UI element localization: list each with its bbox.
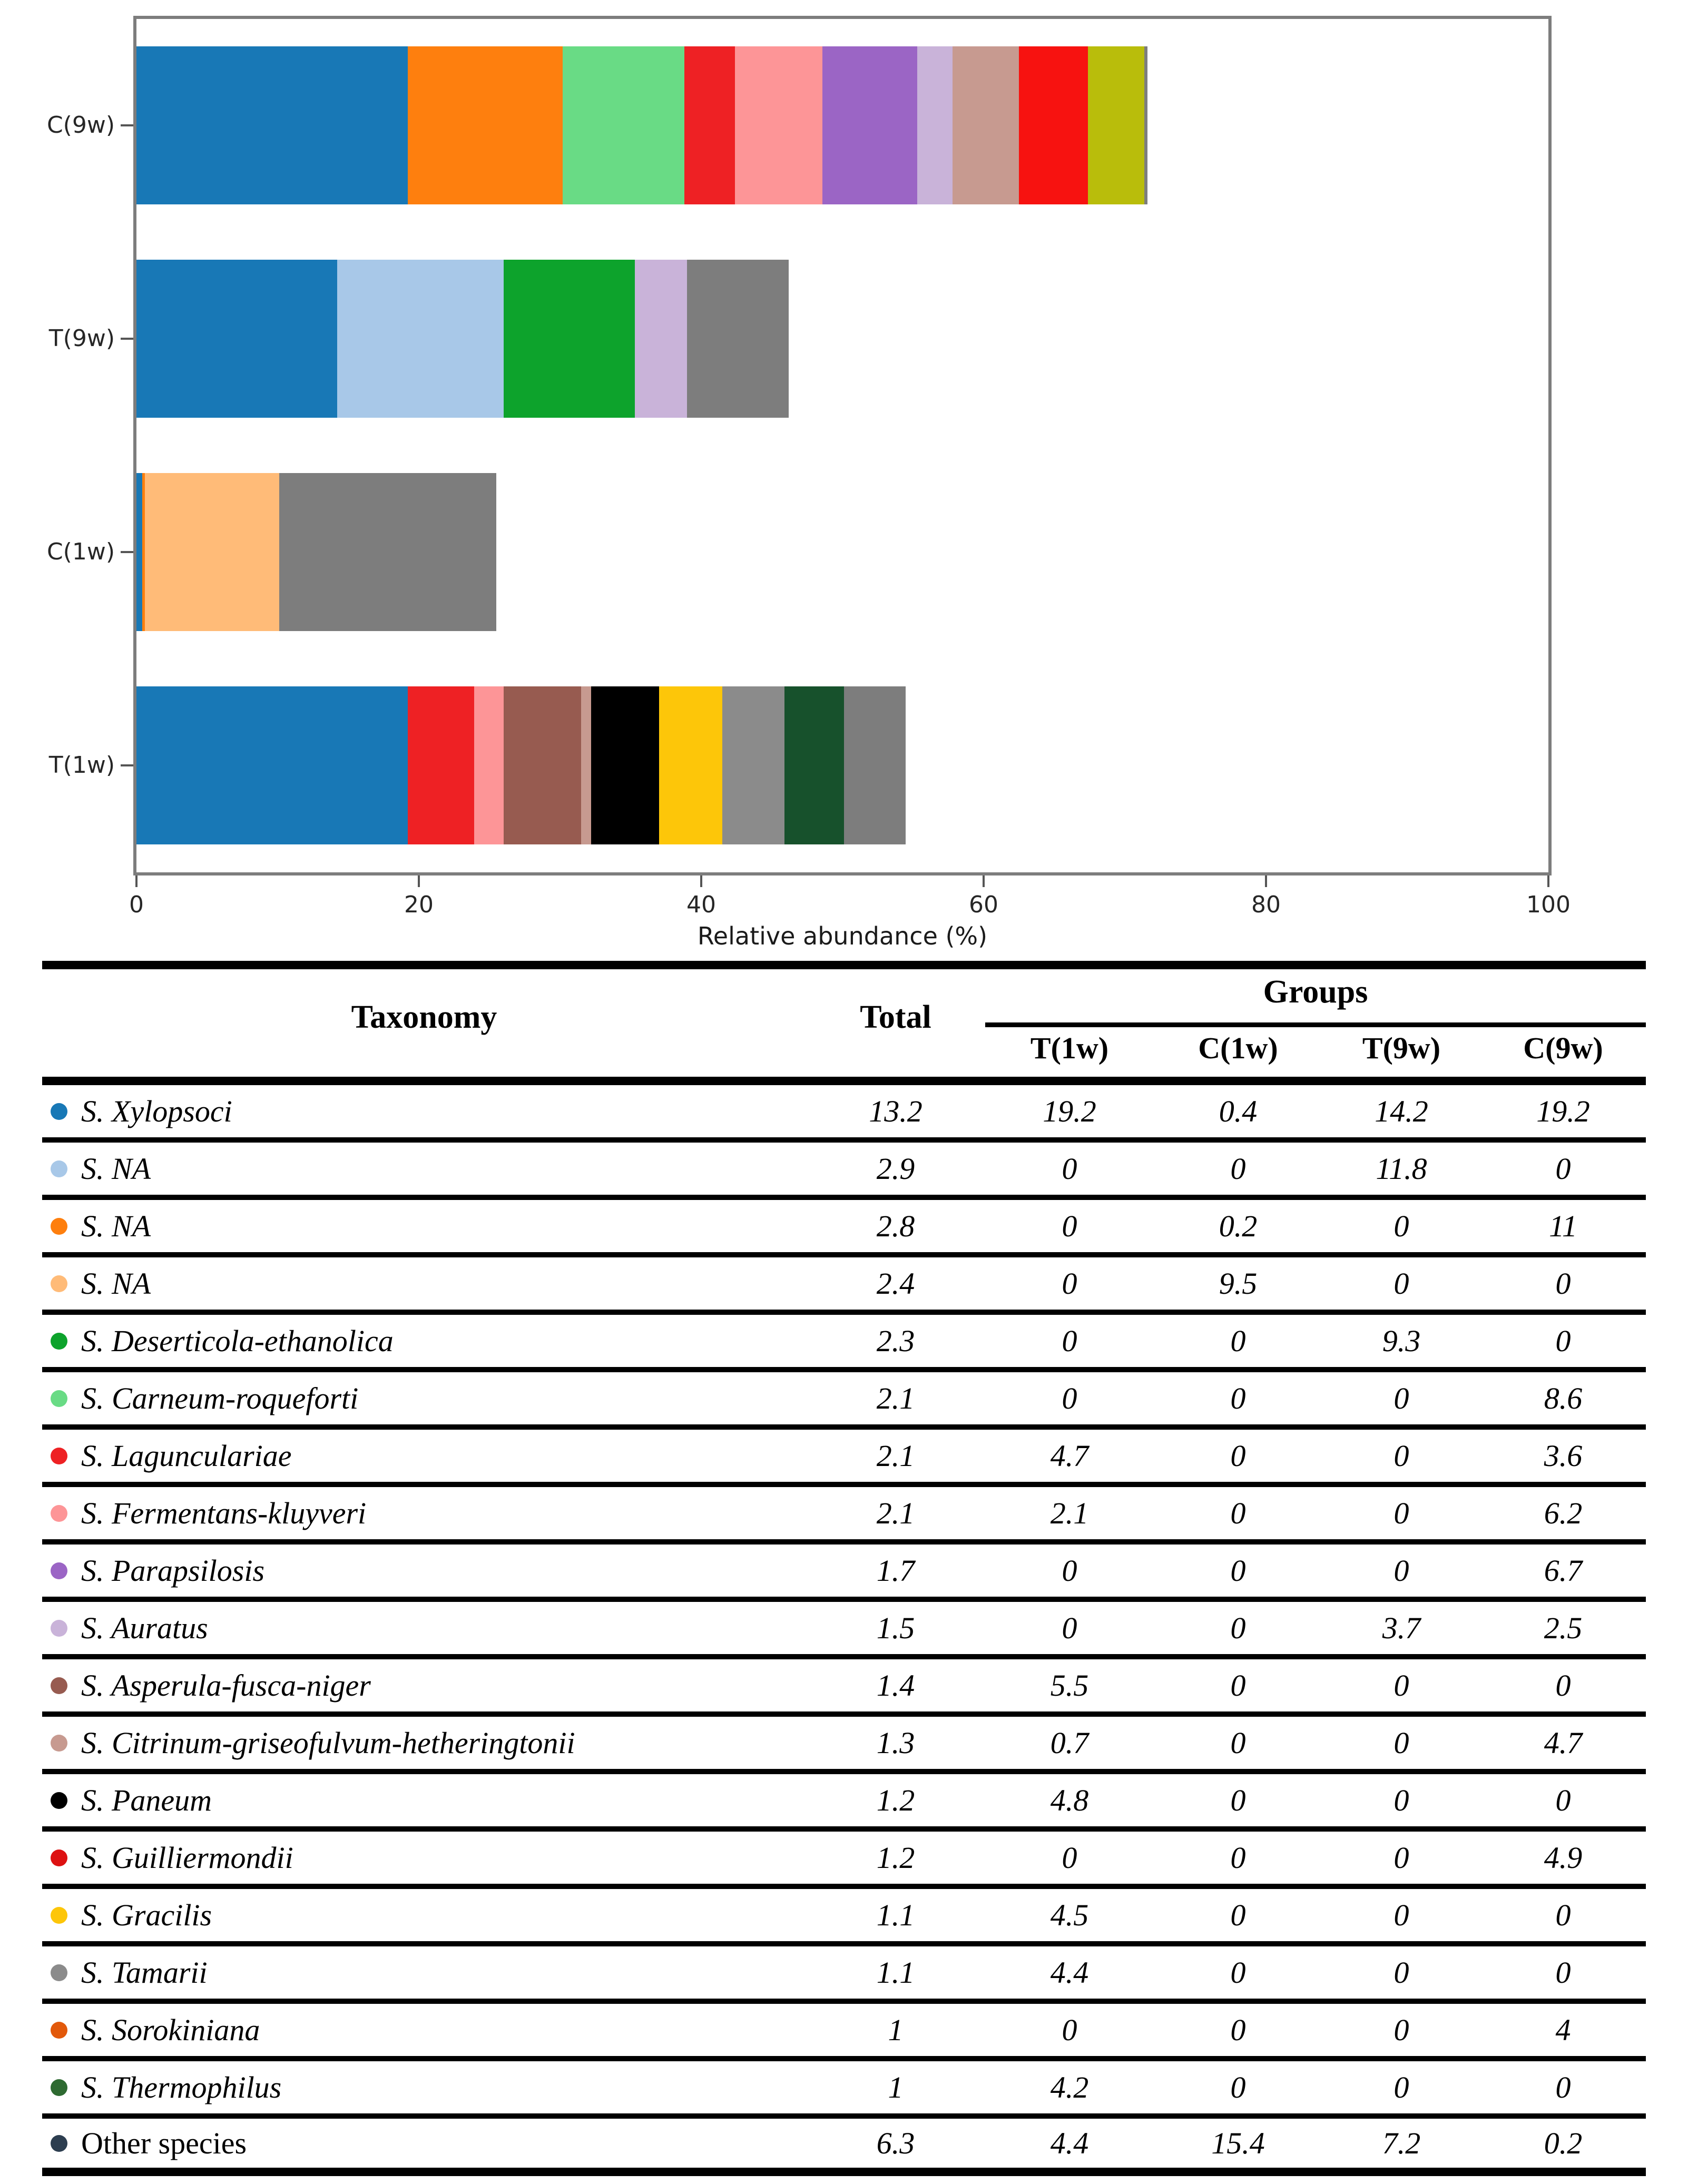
table-header-rule [42,1077,1646,1085]
value-cell: 0.2 [1219,1209,1258,1243]
bar-row-c9w [136,19,1548,232]
value-cell: 0 [1393,1898,1409,1932]
species-name: S. Xylopsoci [81,1094,232,1128]
value-cell: 0 [1062,1152,1077,1186]
bar-segment [279,473,497,631]
value-cell: 0 [1062,1611,1077,1645]
value-cell: 0 [1062,1381,1077,1415]
value-cell: 0 [1555,1266,1571,1301]
species-color-dot [51,1505,67,1522]
bar-segment [504,260,635,418]
value-cell: 11 [1549,1209,1577,1243]
x-axis-tick [1547,875,1549,887]
header-group-c9w: C(9w) [1523,1031,1603,1065]
species-color-dot [51,2135,67,2152]
value-cell: 19.2 [1043,1094,1096,1128]
value-cell: 4.2 [1050,2070,1089,2104]
species-color-dot [51,1735,67,1752]
taxonomy-cell [42,1955,806,1990]
value-cell: 0 [1230,1955,1246,1990]
total-cell: 6.3 [876,2126,915,2160]
taxonomy-cell [42,1553,806,1588]
value-cell: 0 [1555,2070,1571,2104]
x-axis-tick-label: 40 [686,891,716,918]
value-cell: 8.6 [1544,1381,1583,1415]
value-cell: 4.4 [1050,2126,1089,2160]
table-row [42,1717,1646,1774]
value-cell: 0 [1393,2070,1409,2104]
total-cell: 2.1 [876,1496,915,1530]
bar-segment [136,46,408,204]
header-groups: Groups [1263,974,1368,1010]
taxonomy-cell [42,1610,806,1646]
bar-row-t1w [136,659,1548,872]
x-axis-tick-label: 0 [129,891,144,918]
stacked-bar [136,473,1548,631]
species-name: S. Gracilis [81,1898,212,1932]
value-cell: 0 [1230,1898,1246,1932]
total-cell: 1.7 [876,1553,915,1588]
bar-segment [474,686,504,844]
value-cell: 11.8 [1376,1152,1427,1186]
table-top-rule [42,961,1646,969]
value-cell: 0 [1555,1668,1571,1703]
value-cell: 0 [1393,1553,1409,1588]
chart-plot-area [133,16,1552,875]
value-cell: 15.4 [1211,2126,1265,2160]
taxonomy-cell [42,2070,806,2105]
value-cell: 0 [1393,1783,1409,1817]
bar-segment [735,46,822,204]
bar-segment [1144,46,1147,204]
species-color-dot [51,2079,67,2096]
value-cell: 4.9 [1544,1841,1583,1875]
total-cell: 2.3 [876,1324,915,1358]
y-axis-tick [121,764,133,766]
value-cell: 4 [1555,2013,1571,2047]
table-row [42,1487,1646,1544]
species-color-dot [51,1103,67,1120]
header-total: Total [860,999,931,1035]
species-color-dot [51,1562,67,1579]
taxonomy-cell [42,1323,806,1359]
value-cell: 2.5 [1544,1611,1583,1645]
value-cell: 0 [1555,1324,1571,1358]
table-row [42,1257,1646,1315]
table-row [42,1774,1646,1832]
value-cell: 0 [1062,1324,1077,1358]
total-cell: 1.3 [876,1726,915,1760]
y-axis-label: T(9w) [48,325,115,352]
value-cell: 4.7 [1544,1726,1583,1760]
value-cell: 5.5 [1050,1668,1089,1703]
species-color-dot [51,1218,67,1235]
bar-segment [1088,46,1144,204]
value-cell: 19.2 [1536,1094,1590,1128]
bar-segment [136,473,142,631]
taxonomy-cell [42,1668,806,1703]
bar-segment [408,46,563,204]
bar-segment [563,46,684,204]
total-cell: 1.5 [876,1611,915,1645]
value-cell: 0.4 [1219,1094,1258,1128]
species-name: S. Auratus [81,1611,208,1645]
species-name: S. Guilliermondii [81,1841,293,1875]
value-cell: 2.1 [1050,1496,1089,1530]
species-name: S. Thermophilus [81,2070,282,2104]
species-color-dot [51,2022,67,2039]
x-axis-tick [135,875,138,887]
value-cell: 4.7 [1050,1439,1089,1473]
value-cell: 0 [1393,1381,1409,1415]
bar-segment [504,686,581,844]
y-axis-tick [121,551,133,553]
table-row [42,2061,1646,2119]
bar-row-c1w [136,446,1548,659]
value-cell: 0 [1062,1841,1077,1875]
value-cell: 0 [1393,1841,1409,1875]
species-color-dot [51,1964,67,1981]
taxonomy-cell [42,1783,806,1818]
taxonomy-cell [42,1266,806,1301]
value-cell: 0 [1230,1324,1246,1358]
bar-segment [784,686,844,844]
table-row [42,1143,1646,1200]
value-cell: 6.2 [1544,1496,1583,1530]
table-row [42,2119,1646,2176]
taxonomy-cell [42,1897,806,1933]
value-cell: 0 [1230,1611,1246,1645]
total-cell: 2.4 [876,1266,915,1301]
x-axis-tick [983,875,985,887]
table-row [42,1200,1646,1257]
table-row [42,1085,1646,1143]
bar-segment [659,686,723,844]
bar-segment [136,686,408,844]
x-axis-title: Relative abundance (%) [697,922,988,950]
total-cell: 2.1 [876,1439,915,1473]
species-name: S. Citrinum-griseofulvum-hetheringtonii [81,1726,575,1760]
value-cell: 3.7 [1382,1611,1421,1645]
species-name: S. Paneum [81,1783,212,1817]
taxonomy-cell [42,1496,806,1531]
bar-segment [684,46,735,204]
value-cell: 0 [1230,1381,1246,1415]
value-cell: 14.2 [1375,1094,1428,1128]
y-axis-label: C(9w) [46,112,115,139]
species-name: S. NA [81,1209,151,1243]
bar-segment [635,260,687,418]
species-color-dot [51,1448,67,1464]
x-axis-tick [1265,875,1267,887]
species-color-dot [51,1275,67,1292]
x-axis-tick-label: 60 [969,891,998,918]
value-cell: 0 [1230,1496,1246,1530]
table-row [42,1602,1646,1659]
species-color-dot [51,1620,67,1637]
value-cell: 4.5 [1050,1898,1089,1932]
value-cell: 0.7 [1050,1726,1089,1760]
value-cell: 0 [1230,2013,1246,2047]
taxonomy-cell [42,2012,806,2048]
species-name: S. Asperula-fusca-niger [81,1668,371,1703]
value-cell: 0 [1393,1726,1409,1760]
species-color-dot [51,1333,67,1350]
value-cell: 9.3 [1382,1324,1421,1358]
value-cell: 0 [1393,1209,1409,1243]
value-cell: 0 [1230,1841,1246,1875]
value-cell: 0 [1393,1496,1409,1530]
species-name: S. Fermentans-kluyveri [81,1496,367,1530]
table-row [42,1315,1646,1372]
table-body [42,1085,1646,2176]
value-cell: 0 [1393,2013,1409,2047]
table-header [42,969,1646,1077]
species-color-dot [51,1677,67,1694]
value-cell: 0 [1393,1266,1409,1301]
total-cell: 2.9 [876,1152,915,1186]
total-cell: 1.1 [876,1955,915,1990]
species-name: S. Sorokiniana [81,2013,260,2047]
value-cell: 0 [1393,1439,1409,1473]
stacked-bar [136,46,1548,204]
value-cell: 0 [1230,1553,1246,1588]
species-name: Other species [81,2126,247,2160]
taxonomy-cell [42,1208,806,1244]
value-cell: 4.4 [1050,1955,1089,1990]
value-cell: 0 [1393,1955,1409,1990]
table-row [42,2004,1646,2061]
value-cell: 0 [1230,1152,1246,1186]
species-name: S. Tamarii [81,1955,208,1990]
taxonomy-cell [42,1438,806,1473]
bar-segment [687,260,789,418]
header-taxonomy: Taxonomy [351,999,497,1035]
bar-segment [145,473,279,631]
species-name: S. Lagunculariae [81,1439,292,1473]
y-axis-label: T(1w) [48,752,115,779]
total-cell: 1.2 [876,1783,915,1817]
species-color-dot [51,1792,67,1809]
bar-segment [408,686,474,844]
bar-segment [722,686,784,844]
bar-segment [337,260,504,418]
value-cell: 6.7 [1544,1553,1583,1588]
taxonomy-cell [42,1151,806,1186]
species-name: S. Parapsilosis [81,1553,265,1588]
taxonomy-cell [42,1381,806,1416]
value-cell: 7.2 [1382,2126,1421,2160]
y-axis-tick [121,338,133,340]
bar-segment [136,260,337,418]
bar-segment [581,686,591,844]
value-cell: 3.6 [1544,1439,1583,1473]
stacked-bar [136,686,1548,844]
bar-segment [822,46,917,204]
bar-segment [591,686,659,844]
taxonomy-cell [42,1725,806,1760]
bar-segment [1019,46,1088,204]
table-row [42,1430,1646,1487]
table-row [42,1832,1646,1889]
header-group-t1w: T(1w) [1030,1031,1109,1065]
table-row [42,1372,1646,1430]
value-cell: 0 [1555,1783,1571,1817]
value-cell: 0 [1555,1955,1571,1990]
value-cell: 0 [1230,1726,1246,1760]
species-color-dot [51,1907,67,1924]
value-cell: 0 [1230,1783,1246,1817]
bar-segment [917,46,953,204]
y-axis-label: C(1w) [46,538,115,565]
total-cell: 1.2 [876,1841,915,1875]
value-cell: 0 [1062,1266,1077,1301]
header-group-t9w: T(9w) [1362,1031,1441,1065]
taxonomy-cell [42,2126,806,2161]
relative-abundance-chart [0,0,1688,961]
value-cell: 0 [1230,2070,1246,2104]
species-color-dot [51,1390,67,1407]
groups-underline [985,1022,1646,1027]
species-color-dot [51,1849,67,1866]
value-cell: 0 [1230,1439,1246,1473]
x-axis-tick [700,875,702,887]
x-axis-tick [418,875,420,887]
value-cell: 0 [1062,1553,1077,1588]
x-axis-tick-label: 20 [404,891,434,918]
stacked-bar [136,260,1548,418]
table-row [42,1544,1646,1602]
total-cell: 1 [888,2013,904,2047]
bar-row-t9w [136,232,1548,446]
species-color-dot [51,1160,67,1177]
value-cell: 0.2 [1544,2126,1583,2160]
species-name: S. Carneum-roqueforti [81,1381,359,1415]
value-cell: 4.8 [1050,1783,1089,1817]
total-cell: 1.1 [876,1898,915,1932]
total-cell: 13.2 [869,1094,922,1128]
x-axis-tick-label: 100 [1526,891,1571,918]
x-axis-tick-label: 80 [1251,891,1281,918]
total-cell: 1.4 [876,1668,915,1703]
y-axis-tick [121,124,133,126]
table-row [42,1889,1646,1946]
header-group-c1w: C(1w) [1198,1031,1278,1065]
table-row [42,1659,1646,1717]
species-name: S. Deserticola-ethanolica [81,1324,394,1358]
value-cell: 0 [1062,2013,1077,2047]
value-cell: 9.5 [1219,1266,1258,1301]
species-name: S. NA [81,1266,151,1301]
total-cell: 2.8 [876,1209,915,1243]
taxonomy-cell [42,1840,806,1875]
taxonomy-cell [42,1094,806,1129]
value-cell: 0 [1393,1668,1409,1703]
value-cell: 0 [1230,1668,1246,1703]
total-cell: 1 [888,2070,904,2104]
bar-segment [844,686,906,844]
value-cell: 0 [1062,1209,1077,1243]
bar-segment [953,46,1019,204]
value-cell: 0 [1555,1898,1571,1932]
total-cell: 2.1 [876,1381,915,1415]
value-cell: 0 [1555,1152,1571,1186]
table-row [42,1946,1646,2004]
species-name: S. NA [81,1152,151,1186]
